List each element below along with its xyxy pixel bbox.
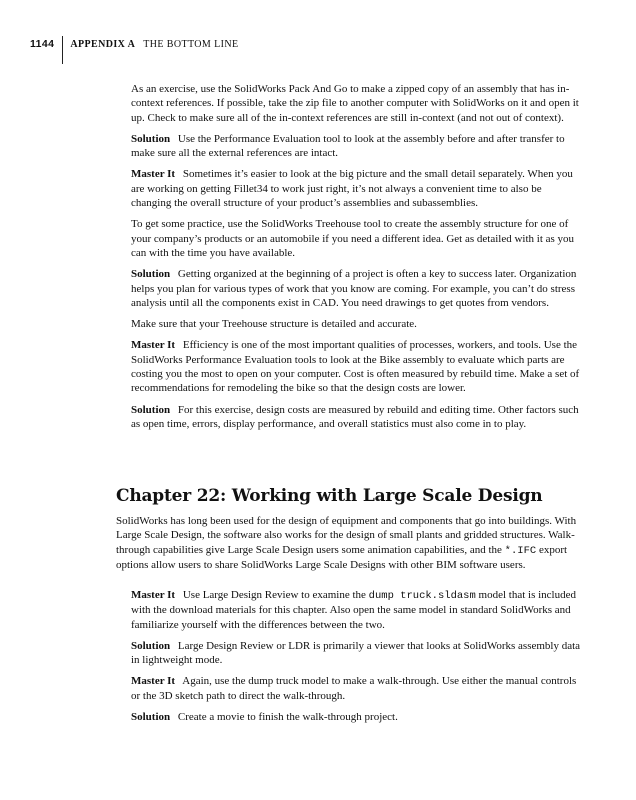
solution-label: Solution [131,268,171,281]
solution-label: Solution [131,639,171,652]
solution-label: Solution [131,403,171,416]
solution-paragraph: Solution Create a movie to finish the walk-through project. [131,711,398,724]
master-it-paragraph: Master It Again, use the dump truck model to make a walk-through. Use either the manual controls or the 3D sketch path to direct the walk-through. [131,675,577,702]
master-it-paragraph: Master It Sometimes it’s easier to look at the big picture and the small detail separately. When you are working on getting Fillet34 to work just right, it’s not always a convenient time to also be changing the overall structure of your product’s assemblies and subassemblies. [131,168,573,210]
running-header [30,36,238,52]
master-it-label: Master It [131,339,176,352]
inline-code: *.IFC [504,544,537,557]
master-it-label: Master It [131,675,176,688]
solution-paragraph: Solution For this exercise, design costs are measured by rebuild and editing time. Other factors such as open time, errors, display performance, and overall statistics must also come in to play. [131,403,579,430]
page-number: 1144 [30,38,55,50]
chapter-intro [116,514,584,572]
paragraph: To get some practice, use the SolidWorks Treehouse tool to create the assembly structure for one of your company’s products or an automobile if you need a different idea. Get as detailed with it as you can with the time you have available. [131,218,575,259]
solution-paragraph: Solution Use the Performance Evaluation tool to look at the assembly before and after transfer to make sure all the external references are intact. [131,132,565,160]
chapter-heading: Chapter 22: Working with Large Scale Design [116,486,543,506]
master-it-paragraph: Master It Use Large Design Review to examine the dump truck.sldasm model that is included with the download materials for this chapter. Also open the same model in standard SolidWorks and familiarize yourself with the differences between the two. [131,589,576,631]
solution-paragraph: Solution Getting organized at the beginning of a project is often a key to success later. Organization helps you plan for various types of work that you know are coming. For example, you can’t do stress analysis until all the components exist in CAD. You need drawings to get quotes from vendors. [131,268,577,309]
solution-paragraph: Solution Large Design Review or LDR is primarily a viewer that looks at SolidWorks assembly data in lightweight mode. [131,639,581,667]
appendix-label: APPENDIX A [70,38,136,50]
master-it-paragraph: Master It Efficiency is one of the most important qualities of processes, workers, and tools. Use the SolidWorks Performance Evaluation tools to look at the Bike assembly to evaluate which parts are costing you the most to open on your computer. Cost is often measured by rebuild time. Make a set of recommendations for remodeling the bike so that the design costs are lower. [131,339,580,395]
paragraph: Make sure that your Treehouse structure is detailed and accurate. [131,318,417,331]
section-title: THE BOTTOM LINE [143,38,239,50]
header-divider [62,36,63,64]
intro-paragraph: SolidWorks has long been used for the design of equipment and components that go into buildings. With Large Scale Design, the software also works for the design of small plants and gridded structures. Walk-through capabilities give Large Scale Design users some animation capabilities, and the *.IFC export options allow users to share SolidWorks Large Scale Designs with other BIM software users. [116,515,577,571]
solution-label: Solution [131,132,171,145]
paragraph: As an exercise, use the SolidWorks Pack And Go to make a zipped copy of an assembly that has in-context references. If possible, take the zip file to another computer with SolidWorks on it and open it up. Check to make sure all of the in-context references are still in-context (and not out of context). [131,83,579,124]
inline-code: dump truck.sldasm [368,590,476,602]
chapter-exercises [131,588,583,731]
solution-label: Solution [131,711,171,724]
master-it-label: Master It [131,168,176,181]
exercise-block [131,82,583,438]
master-it-label: Master It [131,589,176,601]
